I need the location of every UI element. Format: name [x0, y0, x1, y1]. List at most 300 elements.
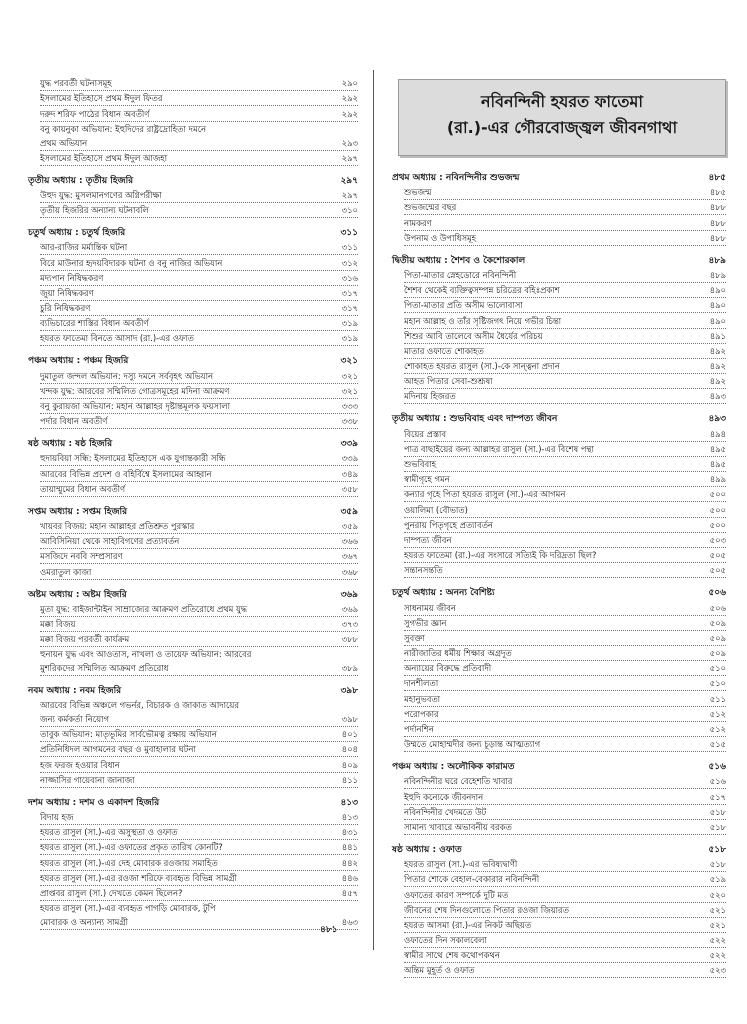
- toc-item-title: পুনরায় পিতৃগৃহে প্রত্যাবর্তন: [404, 519, 493, 530]
- toc-item-title: হুদায়বিয়া সন্ধি: ইসলামের ইতিহাসে এক যুগান্তকারী সন্ধি: [40, 453, 226, 464]
- toc-item[interactable]: [40, 855, 358, 870]
- toc-item-title: শুভজন্ম: [404, 187, 432, 198]
- toc-item-title: তৃতীয় হিজরির অন্যান্য ঘটনাবলি: [40, 205, 149, 216]
- toc-item-title: আবিসিনিয়া থেকে সাহাবিগণের প্রত্যাবর্তন: [40, 536, 180, 547]
- toc-item-page: ৫১২: [709, 724, 726, 734]
- toc-item-page: ৩১৬: [341, 272, 358, 283]
- toc-item-title: মহান আল্লাহ ও তাঁর সৃষ্টিজগৎ নিয়ে গভীর চিন্তা: [404, 315, 562, 326]
- toc-item-page: ৫১৭: [709, 791, 726, 802]
- toc-item[interactable]: [404, 329, 726, 344]
- toc-item[interactable]: [40, 240, 358, 255]
- toc-item-page: ৪৪১: [341, 842, 358, 853]
- toc-item-title: দাম্পত্য জীবন: [404, 534, 452, 545]
- toc-item[interactable]: [40, 399, 358, 414]
- toc-item-page: ৩৬৯: [341, 603, 358, 614]
- toc-item[interactable]: [404, 774, 726, 789]
- toc-item-page: ৪৯২: [709, 361, 726, 372]
- toc-item-page: ৩৬৭: [341, 551, 358, 562]
- toc-item[interactable]: [40, 549, 358, 564]
- toc-item[interactable]: [40, 91, 358, 106]
- chapter-title: প্রথম অধ্যায় : নবিনন্দিনীর শুভজন্ম: [392, 173, 520, 183]
- toc-item-page: ৪০১: [341, 729, 358, 740]
- toc-item-title: স্বামীগৃহে গমন: [404, 474, 450, 485]
- part-title-line1: নবিনন্দিনী হযরত ফাতেমা: [481, 92, 643, 111]
- toc-item-page: ৫০৫: [709, 565, 726, 576]
- chapter-page: ৪৯৩: [708, 414, 726, 425]
- toc-item[interactable]: [40, 203, 358, 218]
- toc-chapter: [392, 254, 726, 405]
- toc-item[interactable]: [40, 757, 358, 772]
- toc-item[interactable]: [40, 825, 358, 840]
- toc-item[interactable]: [404, 857, 726, 872]
- toc-chapter: [392, 760, 726, 835]
- toc-item-page: ৫০৩: [709, 534, 726, 545]
- toc-item[interactable]: [40, 810, 358, 825]
- chapter-page: ২৯৭: [340, 175, 358, 186]
- toc-item-page: ৪৮৮: [709, 217, 726, 228]
- toc-item[interactable]: [404, 661, 726, 676]
- toc-chapter: [28, 684, 358, 788]
- toc-item-title: মুশরিকদের সম্মিলিত আক্রমণ প্রতিরোধ: [40, 663, 169, 674]
- toc-item-title: প্রথম অভিযান: [40, 137, 88, 148]
- toc-item-page: ৫১২: [709, 708, 726, 719]
- toc-item-page: ৪৬৩: [341, 916, 358, 927]
- toc-item[interactable]: [40, 76, 358, 91]
- toc-item[interactable]: [40, 384, 358, 399]
- toc-item-page: ৩১৯: [341, 318, 358, 329]
- toc-item-title: পিতা-মাতার স্নেহডোরে নবিনন্দিনী: [404, 269, 517, 280]
- toc-item-title: পরোপকার: [404, 708, 439, 719]
- toc-item[interactable]: [404, 963, 726, 978]
- toc-item-page: ৩৬৮: [341, 566, 358, 577]
- toc-item[interactable]: [40, 122, 358, 151]
- toc-item[interactable]: [404, 903, 726, 918]
- toc-item[interactable]: [404, 426, 726, 441]
- toc-item[interactable]: [404, 805, 726, 820]
- toc-item-page: ৫২১: [709, 904, 726, 915]
- toc-item-page: ৫১৫: [709, 739, 726, 750]
- toc-item[interactable]: [404, 948, 726, 963]
- toc-item-title: বিদায় হজ: [40, 812, 74, 822]
- toc-item-title: হযরত রাসুল (সা.)-এর ওফাতের প্রকৃত তারিখ কোনটি?: [40, 842, 223, 853]
- toc-item[interactable]: [404, 502, 726, 517]
- toc-item-page: ৪৮৮: [709, 202, 726, 213]
- toc-item-page: ৪৯৩: [709, 391, 726, 402]
- chapter-heading[interactable]: [28, 505, 358, 519]
- toc-item[interactable]: [40, 106, 358, 121]
- toc-item[interactable]: [40, 632, 358, 647]
- toc-item-title: মসজিদে নববি সম্প্রসারণ: [40, 551, 123, 562]
- toc-item-page: ৪৯২: [709, 345, 726, 356]
- toc-item[interactable]: [404, 472, 726, 487]
- left-column-last-page: ৪৮১: [320, 925, 338, 935]
- toc-item-page: ৩১০: [341, 205, 358, 216]
- toc-item[interactable]: [404, 374, 726, 389]
- chapter-title: চতুর্থ অধ্যায় : চতুর্থ হিজরি: [28, 228, 126, 239]
- toc-item[interactable]: [40, 647, 358, 676]
- toc-item-page: ৫১৮: [709, 806, 726, 817]
- toc-item-title: দুমাতুল জন্দল অভিযান: দস্যু দমনে সর্ববৃহৎ অভিযান: [40, 370, 214, 381]
- toc-item-title: খায়বর বিজয়: মহান আল্লাহর প্রতিশ্রুত পুরস্কার: [40, 520, 195, 531]
- toc-item[interactable]: [404, 231, 726, 246]
- toc-item[interactable]: [404, 737, 726, 752]
- toc-item-title: নাজ্জাসির গায়েবানা জানাজা: [40, 774, 135, 785]
- toc-item-page: ২৯২: [341, 93, 358, 104]
- toc-item-page: ৩৯৮: [341, 714, 358, 725]
- toc-item[interactable]: [40, 255, 358, 270]
- chapter-title: সপ্তম অধ্যায় : সপ্তম হিজরি: [28, 506, 128, 517]
- chapter-title: তৃতীয় অধ্যায় : শুভবিবাহ এবং দাম্পত্য জীবন: [392, 414, 558, 425]
- toc-item-title: মদ্যপান নিষিদ্ধকরণ: [40, 272, 104, 283]
- toc-item[interactable]: [40, 886, 358, 901]
- toc-item[interactable]: [404, 789, 726, 804]
- toc-item[interactable]: [404, 487, 726, 502]
- toc-item-page: ৪৪৬: [341, 872, 358, 883]
- toc-chapter: [28, 796, 358, 930]
- toc-item[interactable]: [40, 482, 358, 497]
- toc-item-title: হযরত ফাতেমা বিনতে আসাদ (রা.)-এর ওফাত: [40, 333, 194, 344]
- toc-item[interactable]: [404, 646, 726, 661]
- toc-item[interactable]: [40, 519, 358, 534]
- toc-item[interactable]: [40, 414, 358, 429]
- toc-chapter: [28, 174, 358, 218]
- toc-item-title: বিরে মাউনার হৃদয়বিদারক ঘটনা ও বনু নাজির অভিযান: [40, 257, 223, 268]
- toc-item-page: ৩৮৮: [341, 634, 358, 645]
- toc-item-title: যুদ্ধ পরবর্তী ঘটনাসমূহ: [40, 78, 112, 89]
- toc-item[interactable]: [40, 698, 358, 727]
- toc-item-page: ৩৪৯: [341, 468, 358, 479]
- toc-item[interactable]: [404, 691, 726, 706]
- toc-item[interactable]: [40, 871, 358, 886]
- toc-item-page: ৪৯৫: [709, 443, 726, 454]
- toc-item-title: নবিনন্দিনীর ঘরে বেহেশতি খাবার: [404, 776, 513, 787]
- toc-item-title: সাধনাময় জীবন: [404, 602, 456, 613]
- toc-item-title: আর-রাজির মর্মান্তিক ঘটনা: [40, 242, 128, 253]
- toc-item-title: অন্তিম মুহূর্ত ও ওফাত: [404, 965, 475, 976]
- toc-item-page: ৩২১: [341, 370, 358, 381]
- toc-item-page: ৪৫৭: [341, 887, 358, 898]
- toc-item[interactable]: [404, 563, 726, 578]
- chapter-heading[interactable]: [28, 437, 358, 451]
- toc-item[interactable]: [40, 840, 358, 855]
- chapter-heading[interactable]: [392, 586, 726, 600]
- toc-item-page: ৫১৮: [709, 859, 726, 870]
- toc-item-page: ৪৯০: [709, 300, 726, 311]
- toc-item[interactable]: [40, 727, 358, 742]
- toc-item[interactable]: [404, 359, 726, 374]
- toc-right-column: [392, 171, 726, 986]
- toc-chapter: [392, 843, 726, 979]
- chapter-heading[interactable]: [28, 684, 358, 698]
- toc-item-title: শৈশব থেকেই ব্যক্তিত্বসম্পন্ন চরিত্রের বহিঃপ্রকাশ: [404, 285, 560, 296]
- toc-item-page: ৪৮৮: [709, 232, 726, 243]
- toc-item-page: ৪০৯: [341, 759, 358, 770]
- chapter-title: চতুর্থ অধ্যায় : অনন্য বৈশিষ্ট্য: [392, 588, 495, 599]
- toc-item[interactable]: [404, 616, 726, 631]
- chapter-heading[interactable]: [28, 588, 358, 602]
- toc-item-page: ৫১১: [709, 693, 726, 704]
- toc-item-page: ৪১১: [341, 774, 358, 785]
- chapter-page: ৪১৩: [340, 797, 358, 808]
- toc-item[interactable]: [404, 707, 726, 722]
- toc-item-page: ৫২০: [709, 889, 726, 900]
- toc-item[interactable]: [40, 773, 358, 788]
- chapter-page: ৫১৬: [708, 762, 726, 773]
- toc-chapter: [28, 226, 358, 346]
- toc-item[interactable]: [404, 215, 726, 230]
- toc-item-title-line1: আরবের বিভিন্ন অঞ্চলে গভর্নর, বিচারক ও জাকাত আদায়ের: [40, 700, 239, 711]
- toc-item-title: হযরত আসমা (রা.)-এর নিকট অছিয়ত: [404, 919, 532, 930]
- chapter-title: অষ্টম অধ্যায় : অষ্টম হিজরি: [28, 589, 127, 600]
- chapter-title: নবম অধ্যায় : নবম হিজরি: [28, 686, 122, 697]
- toc-item-title: জুয়া নিষিদ্ধকরণ: [40, 287, 94, 298]
- toc-item[interactable]: [40, 188, 358, 203]
- toc-item-title: তাবুক অভিযান: মাতৃভূমির সার্বভৌমত্ব রক্ষায় অভিযান: [40, 729, 217, 740]
- toc-item-title: মাতার ওফাতে শোকাহত: [404, 345, 484, 356]
- toc-item-page: ৩৭৩: [341, 618, 358, 629]
- toc-item-title: দরুদ শরিফ পাঠের বিধান অবতীর্ণ: [40, 108, 150, 119]
- chapter-page: ৪৮৫: [708, 173, 726, 183]
- toc-item-title: কন্যার গৃহে পিতা হযরত রাসুল (সা.)-এর আগমন: [404, 489, 566, 500]
- toc-item-title: সুবক্তা: [404, 632, 425, 643]
- toc-item-page: ৩২১: [341, 385, 358, 396]
- toc-item[interactable]: [40, 466, 358, 481]
- chapter-page: ৩১১: [340, 228, 358, 239]
- toc-left-column: [28, 76, 358, 938]
- toc-item-title: মোবারক ও অন্যান্য সামগ্রী: [40, 916, 129, 927]
- chapter-page: ৩৩৯: [340, 439, 358, 450]
- toc-item[interactable]: [404, 933, 726, 948]
- chapter-title: তৃতীয় অধ্যায় : তৃতীয় হিজরি: [28, 175, 134, 186]
- toc-item-title: খন্দক যুদ্ধ: আরবের সম্মিলিত গোত্রসমূহের মদিনা আক্রমণ: [40, 385, 230, 396]
- toc-item[interactable]: [404, 518, 726, 533]
- toc-item-title: স্বামীর সাথে শেষ কথোপকথন: [404, 950, 500, 961]
- toc-item[interactable]: [40, 617, 358, 632]
- toc-item-title: মদিনায় হিজরত: [404, 391, 456, 402]
- toc-item-page: ৪০৪: [341, 744, 358, 755]
- toc-item[interactable]: [404, 185, 726, 200]
- toc-item-title: মক্কা বিজয়: [40, 618, 76, 629]
- toc-chapter: [28, 588, 358, 677]
- toc-item-title: দানশীলতা: [404, 678, 439, 689]
- toc-item-title: ইসলামের ইতিহাসে প্রথম ঈদুল ফিতর: [40, 93, 163, 104]
- toc-item-page: ৩৩৩: [341, 401, 358, 411]
- toc-item[interactable]: [404, 298, 726, 313]
- toc-item-title-line1: বনু কায়নুকা অভিযান: ইহুদিদের রাষ্ট্রদ্রোহিতা দমনে: [40, 123, 206, 134]
- toc-item-page: ৫০৫: [709, 550, 726, 561]
- toc-item-page: ৫২৩: [709, 965, 726, 976]
- chapter-page: ৫১৮: [708, 844, 726, 855]
- chapter-page: ৪৮৯: [708, 255, 726, 266]
- toc-item-title: সুগভীর জ্ঞান: [404, 617, 447, 628]
- chapter-page: ৫০৬: [708, 588, 726, 599]
- toc-item-title: শুভবিবাহ: [404, 459, 436, 469]
- toc-item[interactable]: [404, 722, 726, 737]
- toc-item-title: মুতা যুদ্ধ: বাইজান্টাইন সাম্রাজ্যের আক্রমণ প্রতিরোধে প্রথম যুদ্ধ: [40, 603, 247, 614]
- toc-item-title: জীবনের শেষ দিনগুলোতে পিতার রওজা জিয়ারত: [404, 904, 569, 915]
- chapter-heading[interactable]: [392, 412, 726, 426]
- toc-item-page: ৪৯১: [709, 330, 726, 341]
- toc-item-title: প্রাপ্তবর রাসুল (সা.) দেখতে কেমন ছিলেন?: [40, 887, 183, 898]
- toc-item-title: মক্কা বিজয় পরবর্তী কার্যক্রম: [40, 634, 130, 645]
- toc-item[interactable]: [404, 442, 726, 457]
- toc-item-page: ৫০৯: [709, 632, 726, 643]
- toc-item-page: ৩১৭: [341, 287, 358, 298]
- toc-item-title: ইহুদি কন্যেকে জীবনদান: [404, 791, 484, 802]
- part-title-box: [398, 79, 726, 156]
- toc-item-page: ৫০৬: [709, 602, 726, 613]
- toc-item-title: সন্তানসন্ততি: [404, 565, 443, 576]
- toc-item-title: নারীজাতির ধর্মীয় শিক্ষার অগ্রদূত: [404, 648, 512, 659]
- chapter-page: ৩৫৯: [340, 506, 358, 517]
- toc-item-title: বিয়ের প্রস্তাব: [404, 428, 446, 439]
- toc-item[interactable]: [404, 820, 726, 835]
- toc-item-title-line1: হযরত রাসুল (সা.)-এর ব্যবহৃত পাগড়ি মোবারক, টুপি: [40, 902, 216, 913]
- toc-item-page: ২৯৭: [341, 189, 358, 200]
- toc-item[interactable]: [404, 631, 726, 646]
- toc-item-title: উহুদ যুদ্ধ: মুসলমানগণের অগ্নিপরীক্ষা: [40, 189, 162, 200]
- toc-item[interactable]: [404, 887, 726, 902]
- toc-item[interactable]: [40, 271, 358, 286]
- toc-item-title: হযরত রাসুল (সা.)-এর দেহ মোবারক রওজায় সমাহিত: [40, 857, 218, 868]
- toc-item[interactable]: [40, 602, 358, 617]
- toc-item[interactable]: [40, 316, 358, 331]
- toc-item[interactable]: [404, 283, 726, 298]
- toc-item[interactable]: [40, 742, 358, 757]
- toc-item-page: ৫০০: [709, 489, 726, 500]
- toc-item-page: ৪৩১: [341, 827, 358, 838]
- toc-item-page: ৫১০: [709, 663, 726, 674]
- toc-item-title: পিতার শোকে বেহাল-বেকারার নবিনন্দিনী: [404, 874, 540, 885]
- toc-item-page: ৪৮৯: [709, 269, 726, 280]
- toc-item-title: ওমরাতুল কাজা: [40, 566, 92, 577]
- toc-chapter: [28, 354, 358, 429]
- toc-item-title: হযরত রাসুল (সা.)-এর ভবিষ্যদ্বাণী: [404, 859, 518, 870]
- toc-item[interactable]: [40, 368, 358, 383]
- toc-item-title: ইসলামের ইতিহাসে প্রথম ঈদুল আজহা: [40, 152, 168, 163]
- toc-item-page: ৩৬৬: [341, 536, 358, 547]
- toc-item-title: পর্দানশিন: [404, 724, 434, 734]
- chapter-heading[interactable]: [28, 354, 358, 368]
- toc-item-title: আরবের বিভিন্ন প্রদেশ ও বহির্বিশ্বে ইসলামের আহ্বান: [40, 468, 212, 479]
- toc-item-title: ওফাতের দিন সকালবেলা: [404, 935, 487, 946]
- chapter-title: ষষ্ঠ অধ্যায় : ষষ্ঠ হিজরি: [28, 439, 113, 450]
- toc-item[interactable]: [40, 286, 358, 301]
- chapter-title: পঞ্চম অধ্যায় : পঞ্চম হিজরি: [28, 356, 129, 367]
- toc-item-title: বনু কুরায়জা অভিযান: মহান আল্লাহর দৃষ্টান্তমূলক ফয়সালা: [40, 401, 231, 411]
- toc-item-page: ৩১৯: [341, 333, 358, 344]
- toc-item-page: ৫০৯: [709, 617, 726, 628]
- toc-item-title: চুরি নিষিদ্ধকরণ: [40, 303, 91, 314]
- chapter-title: পঞ্চম অধ্যায় : অলৌকিক কারামত: [392, 762, 515, 773]
- toc-item[interactable]: [404, 918, 726, 933]
- toc-item[interactable]: [404, 389, 726, 404]
- toc-item-title: হযরত ফাতেমা (রা.)-এর সংসারে সত্যিই কি দরিদ্রতা ছিল?: [404, 550, 597, 561]
- toc-item[interactable]: [404, 344, 726, 359]
- toc-item[interactable]: [404, 268, 726, 283]
- toc-item-title: মহানুভবতা: [404, 693, 441, 704]
- toc-item-title: হযরত রাসুল (সা.)-এর অসুস্থতা ও ওফাত: [40, 827, 178, 838]
- toc-item-title: সামান্য খাবারে অভাবনীয় বরকত: [404, 821, 512, 832]
- toc-item[interactable]: [404, 872, 726, 887]
- toc-item-page: ৫০০: [709, 504, 726, 515]
- toc-item-page: ২৯২: [341, 108, 358, 119]
- toc-chapter: [28, 437, 358, 497]
- toc-item-page: ৩১৭: [341, 303, 358, 314]
- toc-item-page: ৪৯৪: [709, 428, 726, 439]
- toc-item-title: অন্যায়ের বিরুদ্ধে প্রতিবাদী: [404, 663, 492, 674]
- toc-item-title: হযরত রাসুল (সা.)-এর রওজা শরিফে ব্যবহৃত বিভিন্ন সামগ্রী: [40, 872, 237, 883]
- chapter-page: ৩৯৮: [340, 686, 358, 697]
- toc-item-page: ২৯৭: [341, 152, 358, 163]
- toc-item-title: উপনাম ও উপাধিসমূহ: [404, 232, 477, 243]
- toc-item-page: ৫১৮: [709, 821, 726, 832]
- chapter-title: দশম অধ্যায় : দশম ও একাদশ হিজরি: [28, 797, 160, 808]
- toc-item-page: ৪১৩: [341, 812, 358, 822]
- toc-item[interactable]: [404, 313, 726, 328]
- toc-item[interactable]: [40, 451, 358, 466]
- chapter-heading[interactable]: [392, 760, 726, 774]
- toc-item-title: পিতা-মাতার প্রতি অসীম ভালোবাসা: [404, 300, 523, 311]
- toc-item-page: ৫২২: [709, 935, 726, 946]
- toc-item-title: শোকাহত হযরত রাসুল (সা.)-কে সান্ত্বনা প্রদান: [404, 361, 560, 372]
- toc-item[interactable]: [40, 901, 358, 930]
- toc-item-page: ৫২২: [709, 950, 726, 961]
- toc-chapter: [392, 412, 726, 578]
- toc-item-title: হজ ফরজ হওয়ার বিধান: [40, 759, 120, 770]
- toc-item[interactable]: [404, 533, 726, 548]
- chapter-heading[interactable]: [392, 843, 726, 857]
- toc-item[interactable]: [404, 676, 726, 691]
- toc-item-title: ব্যভিচারের শাস্তির বিধান অবতীর্ণ: [40, 318, 149, 329]
- toc-item-page: ৪৮৫: [709, 187, 726, 198]
- toc-item-title: শিশুর আবি তালেবে অসীম ধৈর্যের পরিচয়: [404, 330, 543, 341]
- chapter-page: ৩২১: [340, 356, 358, 367]
- chapter-title: দ্বিতীয় অধ্যায় : শৈশব ও কৈশোরকাল: [392, 255, 526, 266]
- chapter-heading[interactable]: [28, 796, 358, 810]
- toc-left-sections: [28, 174, 358, 930]
- toc-item[interactable]: [404, 200, 726, 215]
- toc-item[interactable]: [404, 600, 726, 615]
- toc-item-page: ৩৩৮: [341, 416, 358, 427]
- chapter-heading[interactable]: [28, 174, 358, 188]
- chapter-page: ৩৬৯: [340, 589, 358, 600]
- chapter-heading[interactable]: [392, 254, 726, 268]
- chapter-heading[interactable]: [28, 226, 358, 240]
- toc-item-title: আহত পিতার সেবা-শুশ্রূষা: [404, 376, 493, 387]
- toc-item[interactable]: [40, 564, 358, 579]
- column-divider: [373, 70, 374, 950]
- toc-item[interactable]: [404, 548, 726, 563]
- toc-item-title: শুভজন্মের বছর: [404, 202, 457, 213]
- chapter-heading[interactable]: [392, 171, 726, 185]
- toc-item-page: ৩১২: [341, 257, 358, 268]
- toc-item-page: ৫০৯: [709, 648, 726, 659]
- toc-item[interactable]: [40, 534, 358, 549]
- toc-item-page: ২৯৩: [341, 137, 358, 148]
- toc-item-page: ৫২১: [709, 919, 726, 930]
- toc-item-title: নামকরণ: [404, 217, 432, 228]
- toc-item[interactable]: [40, 151, 358, 166]
- toc-item[interactable]: [40, 331, 358, 346]
- toc-item-page: ৪৯০: [709, 285, 726, 296]
- toc-item-title: উম্মতে মোহাম্মদীর জন্য চূড়ান্ত আত্মত্যাগ: [404, 739, 541, 750]
- toc-item[interactable]: [404, 457, 726, 472]
- toc-item[interactable]: [40, 301, 358, 316]
- toc-item-page: ৩১১: [341, 242, 358, 253]
- chapter-title: ষষ্ঠ অধ্যায় : ওফাত: [392, 844, 462, 855]
- toc-item-title: প্রতিনিধিদল আগমনের বছর ও মুবাহালার ঘটনা: [40, 744, 196, 755]
